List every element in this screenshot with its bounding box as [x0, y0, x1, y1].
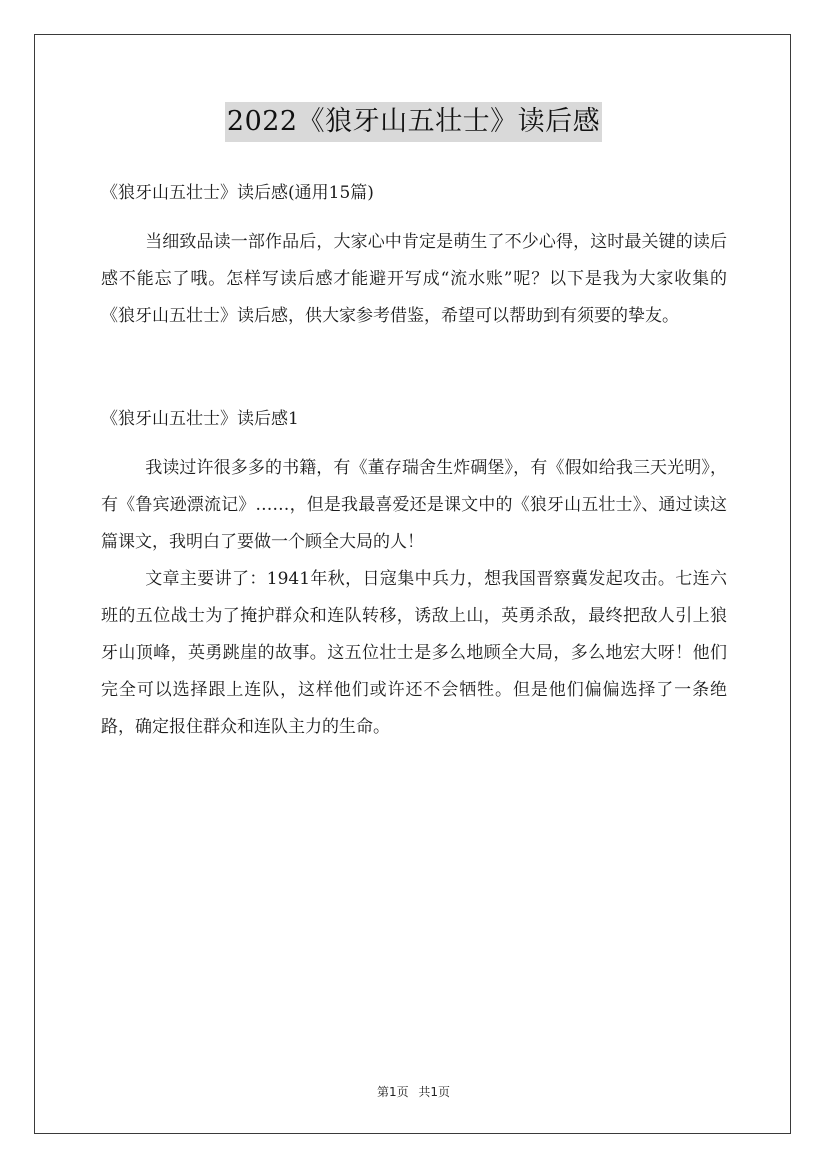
section-1-paragraph-1: 我读过许很多多的书籍，有《董存瑞舍生炸碉堡》，有《假如给我三天光明》，有《鲁宾逊漂流记》……，但是我最喜爱还是课文中的《狼牙山五壮士》、通过读这篇课文，我明白了要做一个顾全大局的人！ [101, 458, 727, 552]
page-number-total: 共1页 [418, 1085, 451, 1099]
page-number-current: 第1页 [376, 1085, 409, 1099]
document-subtitle: 《狼牙山五壮士》读后感(通用15篇) [101, 183, 374, 203]
section-1-paragraph-2: 文章主要讲了：1941年秋，日寇集中兵力，想我国晋察冀发起攻击。七连六班的五位战士为了掩护群众和连队转移，诱敌上山，英勇杀敌，最终把敌人引上狼牙山顶峰，英勇跳崖的故事。这五位壮士是多么地顾全大局，多么地宏大呀！他们完全可以选择跟上连队，这样他们或许还不会牺牲。但是他们偏偏选择了一条绝路，确定报住群众和连队主力的生命。 [101, 569, 727, 737]
intro-paragraph: 当细致品读一部作品后，大家心中肯定是萌生了不少心得，这时最关键的读后感不能忘了哦。怎样写读后感才能避开写成“流水账”呢？以下是我为大家收集的《狼牙山五壮士》读后感，供大家参考借鉴，希望可以帮助到有须要的挚友。 [101, 232, 727, 326]
section-1-heading: 《狼牙山五壮士》读后感1 [101, 409, 299, 429]
section-1-body [101, 450, 727, 746]
title-wrap [0, 102, 827, 142]
document-body [101, 175, 727, 746]
document-title: 2022《狼牙山五壮士》读后感 [225, 102, 602, 142]
page-footer [0, 1083, 827, 1100]
